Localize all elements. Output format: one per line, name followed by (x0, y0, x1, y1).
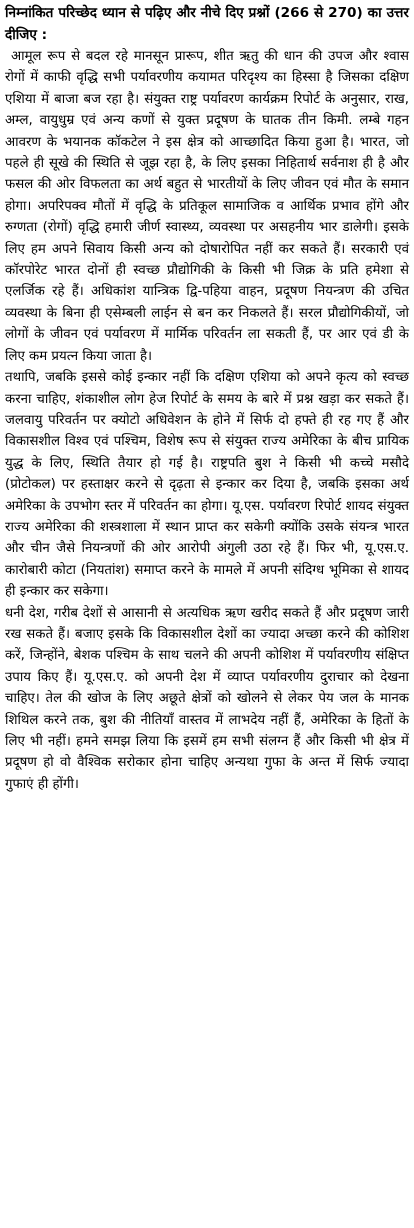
passage-heading: निम्नांकित परिच्छेद ध्यान से पढ़िए और नीचे दिए प्रश्नों (266 से 270) का उत्तर दीजिए : (5, 5, 409, 43)
passage-paragraph-2: तथापि, जबकि इससे कोई इन्कार नहीं कि दक्षिण एशिया को अपने कृत्य को स्वच्छ करना चाहिए, शंकाशील लोग हेज रिपोर्ट के समय के बारे में प्रश्न खड़ा कर सकते हैं। जलवायु परिवर्तन पर क्योटो अधिवेशन के होने में सिर्फ दो हफ्ते ही रह गए हैं और विकासशील विश्व एवं पश्चिम, विशेष रूप से संयुक्त राज्य अमेरिका के बीच प्रायिक युद्ध के लिए, स्थिति तैयार हो गई है। राष्ट्रपति बुश ने किसी भी कच्चे मसौदे (प्रोटोकल) पर हस्ताक्षर करने से दृढ़ता से इन्कार कर दिया है, जबकि इसका अर्थ अमेरिका के उपभोग स्तर में परिवर्तन का होगा। यू.एस. पर्यावरण रिपोर्ट शायद संयुक्त राज्य अमेरिका की शस्त्रशाला में स्थान प्राप्त कर सकेगी क्योंकि उसके संयन्त्र भारत और चीन जैसे नियन्त्रणों की ओर आरोपी अंगुली उठा रहे हैं। फिर भी, यू.एस.ए. कारोबारी कोटा (नियतांश) समाप्त करने के मामले में अपनी संदिग्ध भूमिका से शायद ही इन्कार कर सकेगा। (5, 370, 409, 600)
passage-paragraph-3: धनी देश, गरीब देशों से आसानी से अत्यधिक ऋण खरीद सकते हैं और प्रदूषण जारी रख सकते हैं। बजाए इसके कि विकासशील देशों का ज्यादा अच्छा करने की कोशिश करें, जिन्होंने, बेशक पश्चिम के साथ चलने की अपनी कोशिश में पर्यावरणीय संक्षिप्त उपाय किए हैं। यू.एस.ए. को अपनी देश में व्याप्त पर्यावरणीय दुराचार को देखना चाहिए। तेल की खोज के लिए अछूते क्षेत्रों को खोलने से लेकर पेय जल के मानक शिथिल करने तक, बुश की नीतियाँ वास्तव में लाभदेय नहीं हैं, अमेरिका के हितों के लिए भी नहीं। हमने समझ लिया कि इसमें हम सभी संलग्न हैं और किसी भी क्षेत्र में प्रदूषण हो वो वैश्विक सरोकार होना चाहिए अन्यथा गुफा के अन्त में सिर्फ ज्यादा गुफाएं ही होंगी। (5, 605, 409, 792)
passage-paragraph-1: आमूल रूप से बदल रहे मानसून प्रारूप, शीत ऋतु की धान की उपज और श्वास रोगों में काफी वृद्धि सभी पर्यावरणीय कयामत परिदृश्य का हिस्सा है जिसका दक्षिण एशिया में बाजा बज रहा है। संयुक्त राष्ट्र पर्यावरण कार्यक्रम रिपोर्ट के अनुसार, राख, अम्ल, वायुधुम्र एवं अन्य कणों से युक्त प्रदूषण के घातक तीन किमी. लम्बे गहन आवरण के भयानक कॉकटेल ने इस क्षेत्र को आच्छादित किया हुआ है। भारत, जो पहले ही सूखे की स्थिति से जूझ रहा है, के लिए इसका निहितार्थ सर्वनाश ही है और फसल की ओर विफलता का अर्थ बहुत से भारतीयों के लिए जीवन एवं मौत के समान होगा। अपरिपक्व मौतों में वृद्धि के प्रतिकूल सामाजिक व आर्थिक प्रभाव होंगे और रुग्णता (रोगों) वृद्धि हमारी जीर्ण स्वास्थ्य, व्यवस्था पर असहनीय भार डालेगी। इसके लिए हम अपने सिवाय किसी अन्य को दोषारोपित नहीं कर सकते हैं। सरकारी एवं कॉरपोरेट भारत दोनों ही स्वच्छ प्रौद्योगिकी के किसी भी जिक्र के प्रति हमेशा से एलर्जिक रहे हैं। अधिकांश यान्त्रिक द्वि-पहिया वाहन, प्रदूषण नियन्त्रण की उचित व्यवस्था के बिना ही एसेम्बली लाईन से बन कर निकलते हैं। सरल प्रौद्योगिकीयों, जो लोगों के जीवन एवं पर्यावरण में मार्मिक परिवर्तन ला सकती हैं, पर आर एवं डी के लिए कम प्रयत्न किया जाता है। (5, 49, 409, 364)
